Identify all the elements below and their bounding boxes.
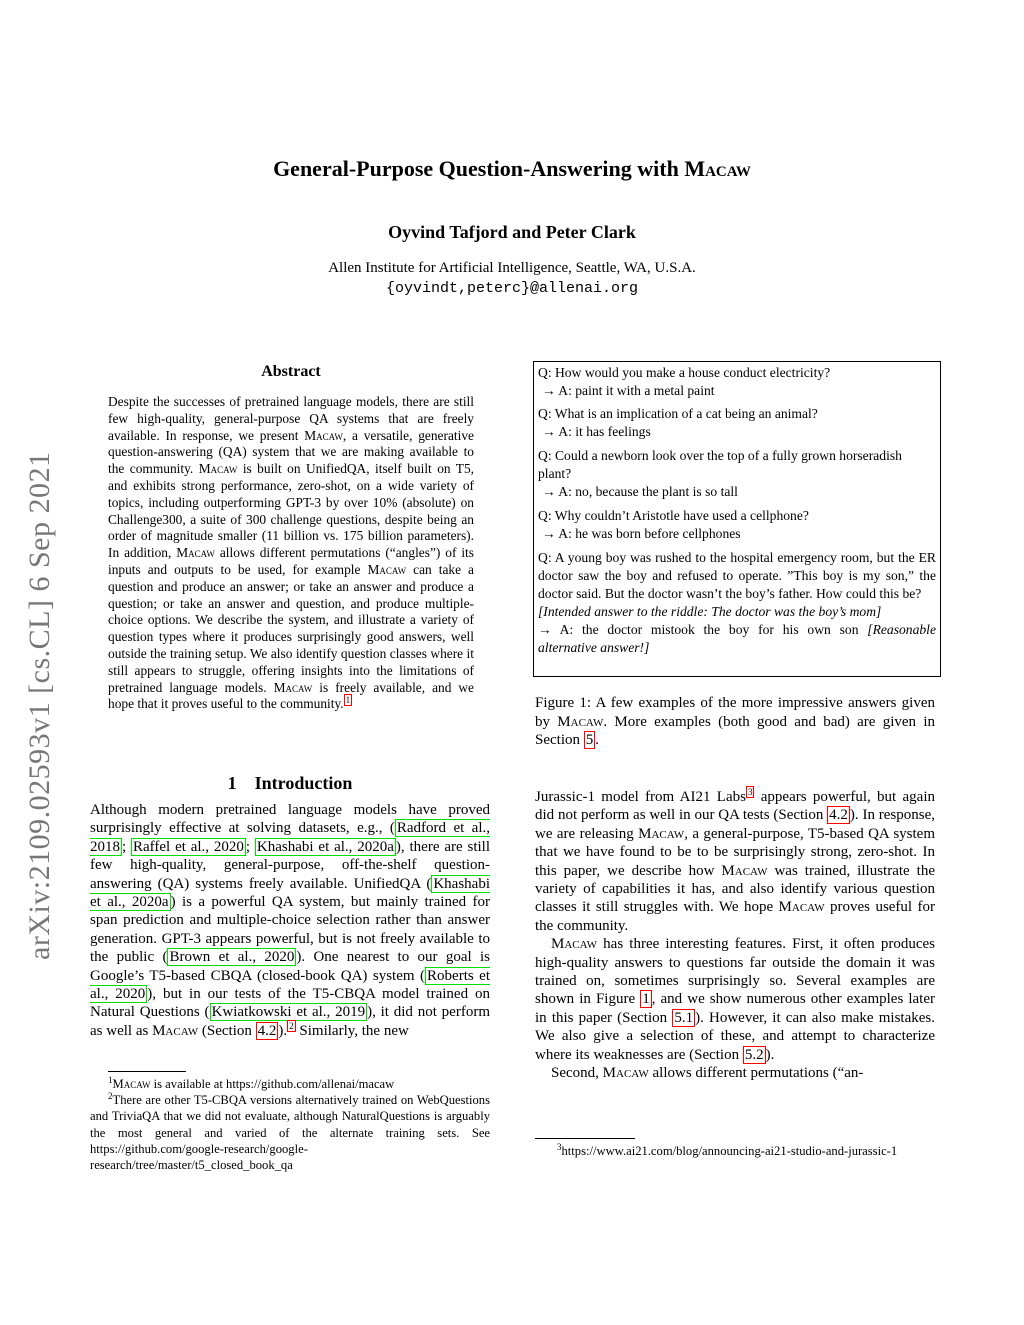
answer <box>538 525 936 543</box>
system-name: Macaw <box>557 713 604 730</box>
section-number: 1 <box>227 773 237 793</box>
intended-answer: [Intended answer to the riddle: The doctor was the boy’s mom] <box>538 604 882 619</box>
text-part: Jurassic-1 model from AI21 Labs <box>535 789 746 805</box>
system-name: Macaw <box>638 825 685 842</box>
footnote-2 <box>90 1092 490 1173</box>
question: Q: Why couldn’t Aristotle have used a cellphone? <box>538 508 809 523</box>
answer <box>538 423 936 441</box>
intro-part: ). One nearest to our goal is Google’s T5-based CBQA (closed-book QA) system ( <box>90 949 490 984</box>
answer-note: [Reasonable alternative answer!] <box>538 622 936 655</box>
system-name: Macaw <box>778 899 825 916</box>
arxiv-identifier: arXiv:2109.02593v1 [cs.CL] 6 Sep 2021 <box>23 451 56 960</box>
text-part: appears powerful, but again did not perform as well in our QA tests (Section <box>535 789 935 824</box>
text-part: , and we show numerous other examples later in this paper (Section <box>535 991 935 1026</box>
section-ref-4-2[interactable]: 4.2 <box>829 807 848 824</box>
footnotes-right <box>535 1143 935 1160</box>
citation-roberts[interactable]: Roberts et al., 2020 <box>90 967 490 1003</box>
arrow-icon: → <box>538 622 552 637</box>
footnote-text: is available at https://github.com/allenai/macaw <box>150 1077 395 1091</box>
answer-text: A: no, because the plant is so tall <box>558 484 738 499</box>
system-name: Macaw <box>152 1022 199 1039</box>
citation-radford[interactable]: Radford et al., 2018 <box>90 820 490 855</box>
text-part: was trained, illustrate the variety of capabilities it has, and also identify various question classes it still struggles with. We hope <box>535 862 935 916</box>
intro-part: ; <box>245 838 255 855</box>
intro-part: ). <box>278 1022 288 1039</box>
footnote-text: There are other T5-CBQA versions alternatively trained on WebQuestions and TriviaQA that we did not evaluate, although NaturalQuestions is arguably the most general and varied of the alternate training sets. See https://github.com/google-research/google-research/tree/master/t5_closed_book_qa <box>90 1093 490 1173</box>
qa-example-3 <box>538 447 936 501</box>
paragraph <box>535 1064 935 1082</box>
section-title: Introduction <box>254 773 353 793</box>
system-name: Macaw <box>273 679 313 695</box>
section-ref-5-2[interactable]: 5.2 <box>744 1046 764 1063</box>
text-part: Second, <box>551 1065 603 1082</box>
citation-kwiatkowski[interactable]: Kwiatkowski et al., 2019 <box>211 1004 366 1021</box>
footnote-link-1[interactable]: 1 <box>345 694 351 705</box>
system-name: Macaw <box>112 1077 151 1091</box>
answer <box>538 382 936 400</box>
system-name: Macaw <box>176 545 215 561</box>
citation-brown[interactable]: Brown et al., 2020 <box>169 949 295 966</box>
question: Q: How would you make a house conduct electricity? <box>538 365 831 380</box>
section-heading-introduction <box>90 773 490 794</box>
caption-part: . More examples (both good and bad) are given in Section <box>535 713 935 748</box>
qa-example-4 <box>538 507 936 543</box>
system-name: Macaw <box>602 1065 649 1082</box>
footnote-link-2[interactable]: 2 <box>289 1020 294 1031</box>
text-part: ). However, it can also make mistakes. We also give a selection of these, and attempt to characterize where its weaknesses are (Section <box>535 1009 935 1063</box>
citation-khashabi[interactable]: Khashabi et al., 2020a <box>256 838 394 855</box>
caption-part: . <box>595 732 599 748</box>
author-emails: {oyvindt,peterc}@allenai.org <box>385 280 639 297</box>
figure-ref-1[interactable]: 1 <box>642 991 650 1008</box>
answer-text: A: it has feelings <box>558 424 651 439</box>
text-part: allows different permutations (“an- <box>648 1065 864 1082</box>
footnote-text: https://www.ai21.com/blog/announcing-ai21-studio-and-jurassic-1 <box>561 1144 898 1158</box>
footnote-rule <box>535 1138 635 1139</box>
citation-khashabi-2[interactable]: Khashabi et al., 2020a <box>90 875 490 911</box>
intro-part: Similarly, the new <box>295 1022 409 1039</box>
system-name: Macaw <box>721 862 768 879</box>
abstract-part: is built on UnifiedQA, itself built on T5, and exhibits strong performance, zero-shot, on a wide variety of topics, including outperforming GPT-3 by over 10% (absolute) on Challenge300, a suite of 300 challenge questions, despite being an order of magnitude smaller (11 billion vs. 175 billion parameters). In addition, <box>108 461 474 561</box>
title-prefix: General-Purpose Question-Answering with <box>273 156 685 181</box>
system-name: Macaw <box>304 427 343 443</box>
answer-text: A: paint it with a metal paint <box>558 383 715 398</box>
section-ref-5[interactable]: 5 <box>585 732 594 748</box>
paper-title <box>0 156 1024 182</box>
arrow-icon: → <box>542 526 556 541</box>
paragraph <box>535 788 935 935</box>
abstract-part: can take a question and produce an answer; or take an answer and produce a question; or take an answer and question, and produce multiple-choice options. We describe the system, and illustrate a variety of question types where it produces surprisingly good answers, well outside the training setup. We also identify question classes where it still appears to struggle, offering insights into the limitations of pretrained language models. <box>108 561 474 695</box>
abstract-part: allows different permutations (“angles”) of its inputs and outputs to be used, for example <box>108 545 474 577</box>
answer <box>538 483 936 501</box>
right-column-text <box>535 788 935 1083</box>
text-part: ). In response, we are releasing <box>535 807 935 842</box>
arrow-icon: → <box>542 424 556 439</box>
abstract-part: is freely available, and we hope that it proves useful to the community. <box>108 679 475 712</box>
system-name: Macaw <box>367 561 407 577</box>
footnote-link-3[interactable]: 3 <box>747 787 753 797</box>
citation-raffel[interactable]: Raffel et al., 2020 <box>133 838 244 855</box>
figure-1-caption <box>535 694 935 750</box>
qa-example-5 <box>538 549 936 657</box>
abstract-part: , a versatile, generative question-answering (QA) system that we are making available to the community. <box>108 427 474 477</box>
title-system-name: Macaw <box>684 156 751 181</box>
intro-part: ), but in our tests of the T5-CBQA model trained on Natural Questions ( <box>90 986 491 1021</box>
answer-text: A: he was born before cellphones <box>558 526 741 541</box>
answer <box>538 621 936 657</box>
question: Q: A young boy was rushed to the hospital emergency room, but the ER doctor saw the boy and refused to operate. ”This boy is my son,” the doctor said. But the doctor wasn’t the boy’s father. How could this be? <box>538 550 936 601</box>
question: Q: Could a newborn look over the top of a fully grown horseradish plant? <box>538 448 902 481</box>
text-part: proves useful for the community. <box>535 899 936 934</box>
intro-part: ; <box>122 838 132 855</box>
abstract-heading: Abstract <box>261 363 321 380</box>
intro-part: Although modern pretrained language models have proved surprisingly effective at solving datasets, e.g., ( <box>90 802 490 837</box>
system-name: Macaw <box>551 936 598 953</box>
footnote-mark: 1 <box>108 1074 113 1085</box>
introduction-text <box>90 801 490 1040</box>
authors: Oyvind Tafjord and Peter Clark <box>388 222 636 242</box>
text-part: ). <box>765 1046 775 1063</box>
footnote-mark: 3 <box>557 1141 562 1152</box>
figure-1-box <box>533 361 941 677</box>
arrow-icon: → <box>542 383 556 398</box>
intro-part: ), there are still few high-quality, general-purpose, off-the-shelf question-answering (QA) systems freely available. UnifiedQA ( <box>90 838 490 892</box>
question: Q: What is an implication of a cat being an animal? <box>538 406 818 421</box>
qa-example-1 <box>538 364 936 400</box>
intro-part: ), it did not perform as well as <box>90 1004 490 1039</box>
section-ref-4-2[interactable]: 4.2 <box>257 1022 277 1039</box>
abstract-part: Despite the successes of pretrained language models, there are still few high-quality, general-purpose QA systems that are freely available. In response, we present <box>108 394 474 443</box>
footnote-mark: 2 <box>108 1091 113 1102</box>
paragraph <box>535 935 935 1064</box>
intro-part: ) is a powerful QA system, but mainly trained for span prediction and multiple-choice selection rather than answer generation. GPT-3 appears powerful, but is not freely available to the public ( <box>90 894 491 966</box>
footnote-1 <box>90 1076 490 1092</box>
intro-part: (Section <box>198 1022 256 1039</box>
section-ref-5-1[interactable]: 5.1 <box>674 1009 694 1026</box>
text-part: has three interesting features. First, it often produces high-quality answers to questions far outside the domain it was trained on, sometimes surprisingly so. Several examples are shown in Figure <box>535 936 935 1008</box>
text-part: , a general-purpose, T5-based QA system that we have found to be to be surprisingly strong, zero-shot. In this paper, we describe how <box>535 825 935 879</box>
affiliation: Allen Institute for Artificial Intelligence, Seattle, WA, U.S.A. <box>328 260 696 276</box>
abstract-text <box>108 394 474 713</box>
system-name: Macaw <box>198 461 238 477</box>
answer-text: A: the doctor mistook the boy for his own son <box>559 622 868 637</box>
footnotes-left <box>90 1076 490 1173</box>
caption-part: Figure 1: A few examples of the more impressive answers given by <box>535 695 935 730</box>
footnote-rule <box>108 1071 186 1072</box>
qa-example-2 <box>538 405 936 441</box>
arrow-icon: → <box>542 484 556 499</box>
footnote-3 <box>535 1143 935 1160</box>
